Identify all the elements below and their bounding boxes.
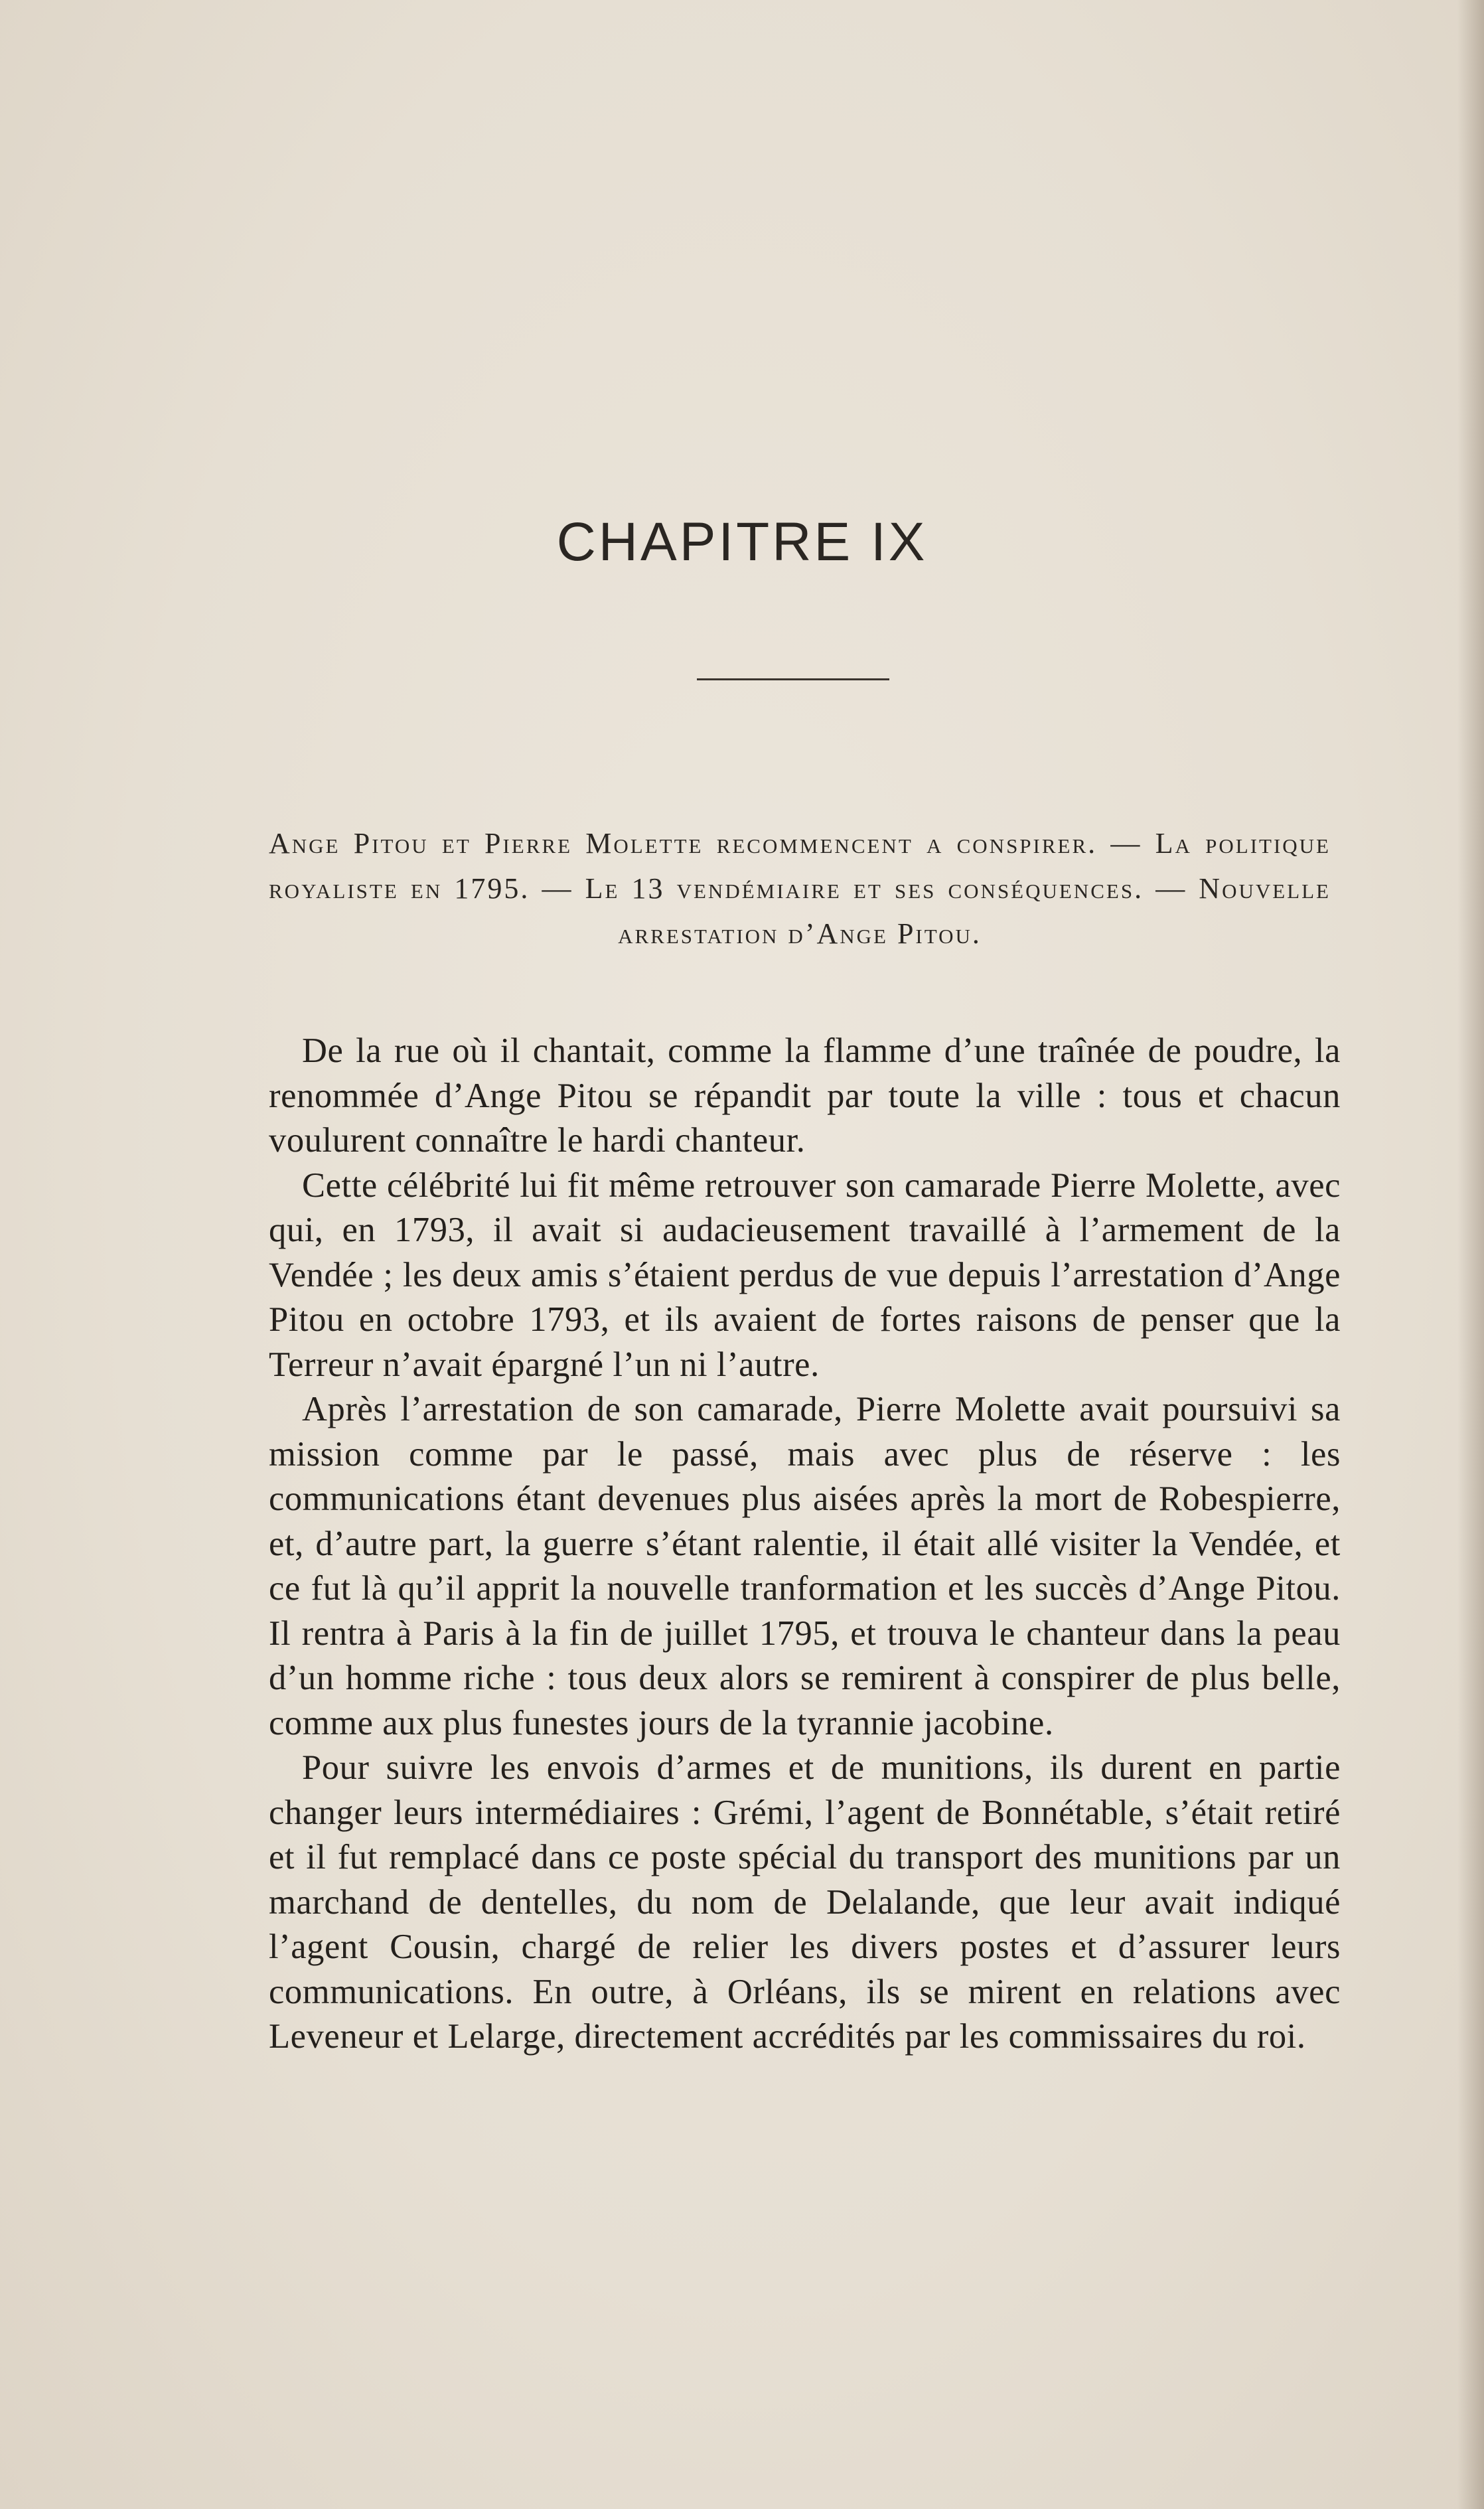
- paragraph-3: Après l’arrestation de son camarade, Pierre Molette avait poursuivi sa mission comme par le passé, mais avec plus de réserve : les communications étant devenues plus aisées après la mort de Robespierre, et, d’autre part, la guerre s’étant ralentie, il était allé visiter la Vendée, et ce fut là qu’il apprit la nouvelle tranformation et les succès d’Ange Pitou. Il rentra à Paris à la fin de juillet 1795, et trouva le chanteur dans la peau d’un homme riche : tous deux alors se remirent à conspirer de plus belle, comme aux plus funestes jours de la tyrannie jacobine.: [269, 1390, 1341, 1742]
- paragraph-4: Pour suivre les envois d’armes et de munitions, ils durent en partie changer leurs intermédiaires : Grémi, l’agent de Bonnétable, s’était retiré et il fut remplacé dans ce poste spécial du transport des munitions par un marchand de dentelles, du nom de Delalande, que leur avait indiqué l’agent Cousin, chargé de relier les divers postes et d’assurer leurs communications. En outre, à Orléans, ils se mirent en relations avec Leveneur et Lelarge, directement accrédités par les commissaires du roi.: [269, 1748, 1341, 2056]
- chapter-summary: Ange Pitou et Pierre Molette recommencent a conspirer. — La politique royaliste en 1795. — Le 13 vendémiaire et ses conséquences. — Nouvelle arrestation d’Ange Pitou.: [269, 827, 1331, 950]
- title-divider: [697, 678, 889, 680]
- paragraph-1: De la rue où il chantait, comme la flamme d’une traînée de poudre, la renommée d’Ange Pitou se répandit par toute la ville : tous et chacun voulurent connaître le hardi chanteur.: [269, 1031, 1341, 1160]
- paragraph-2: Cette célébrité lui fit même retrouver son camarade Pierre Molette, avec qui, en 1793, il avait si audacieusement travaillé à l’armement de la Vendée ; les deux amis s’étaient perdus de vue depuis l’arrestation d’Ange Pitou en octobre 1793, et ils avaient de fortes raisons de penser que la Terreur n’avait épargné l’un ni l’autre.: [269, 1166, 1341, 1384]
- page-edge-shadow: [1457, 0, 1484, 2509]
- chapter-title: CHAPITRE IX: [556, 512, 928, 572]
- chapter-body: [269, 1029, 1341, 2060]
